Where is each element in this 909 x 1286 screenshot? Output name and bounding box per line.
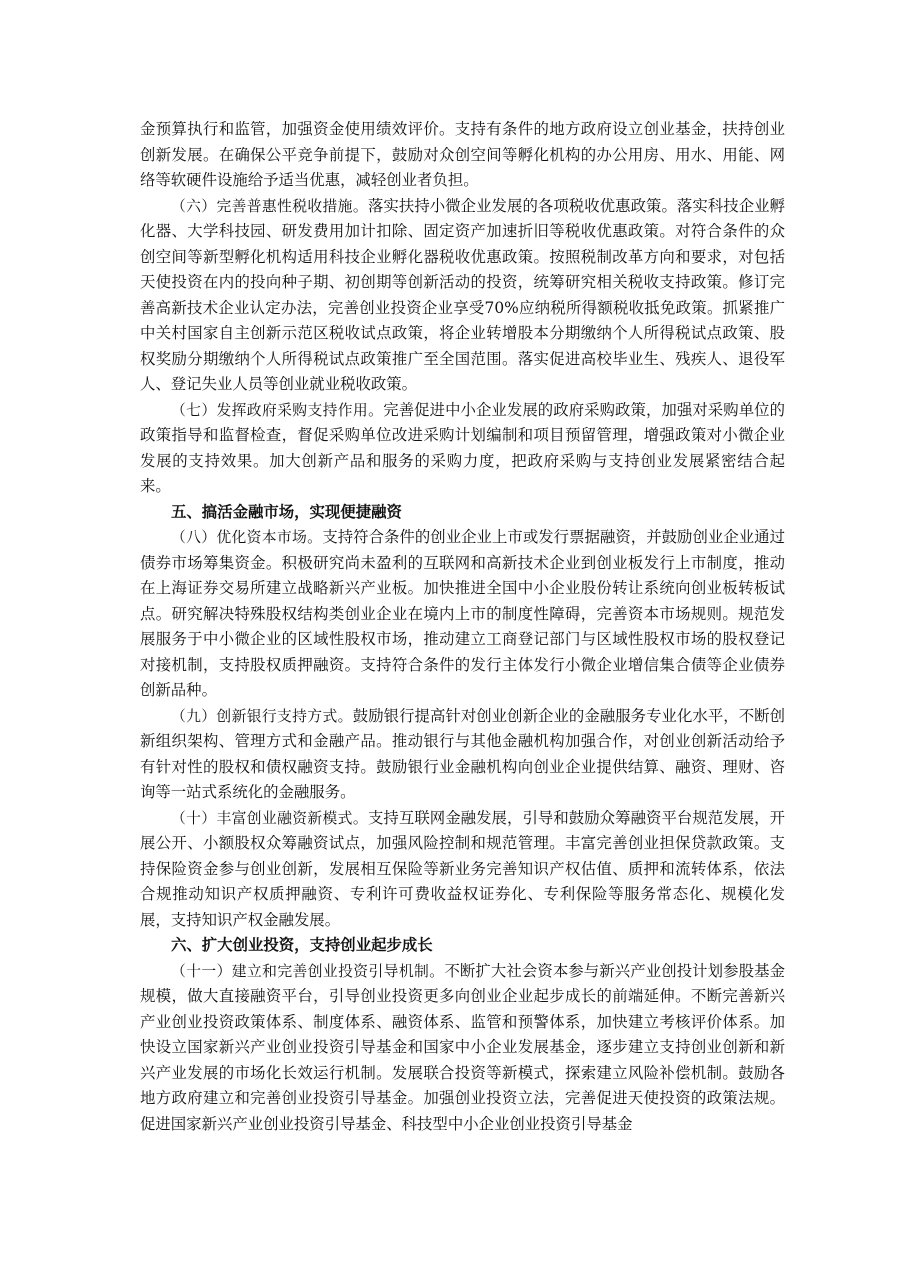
- section-heading-6: 六、扩大创业投资，支持创业起步成长: [171, 936, 433, 954]
- paragraph-item-11: [140, 959, 785, 1138]
- item-lead: （七）发挥政府采购支持作用。: [171, 401, 384, 419]
- item-lead: （六）完善普惠性税收措施。: [171, 197, 368, 215]
- paragraph-text: 金预算执行和监管，加强资金使用绩效评价。支持有条件的地方政府设立创业基金，扶持创业创新发展。在确保公平竞争前提下，鼓励对众创空间等孵化机构的办公用房、用水、用能、网络等软硬件设施给予适当优惠，减轻创业者负担。: [140, 120, 785, 189]
- paragraph-continuation: [140, 117, 785, 194]
- paragraph-text: 不断扩大社会资本参与新兴产业创投计划参股基金规模，做大直接融资平台，引导创业投资更多向创业企业起步成长的前端延伸。不断完善新兴产业创业投资政策体系、制度体系、融资体系、监管和预警体系，加快建立考核评价体系。加快设立国家新兴产业创业投资引导基金和国家中小企业发展基金，逐步建立支持创业创新和新兴产业发展的市场化长效运行机制。发展联合投资等新模式，探索建立风险补偿机制。鼓励各地方政府建立和完善创业投资引导基金。加强创业投资立法，完善促进天使投资的政策法规。促进国家新兴产业创业投资引导基金、科技型中小企业创业投资引导基金: [140, 961, 785, 1133]
- paragraph-item-8: [140, 525, 785, 704]
- paragraph-item-9: [140, 704, 785, 806]
- paragraph-item-6: [140, 194, 785, 398]
- paragraph-text: 支持互联网金融发展，引导和鼓励众筹融资平台规范发展，开展公开、小额股权众筹融资试点，加强风险控制和规范管理。丰富完善创业担保贷款政策。支持保险资金参与创业创新，发展相互保险等新业务完善知识产权估值、质押和流转体系，依法合规推动知识产权质押融资、专利许可费收益权证券化、专利保险等服务常态化、规模化发展，支持知识产权金融发展。: [140, 808, 785, 929]
- paragraph-item-7: [140, 398, 785, 500]
- section-heading-5: 五、搞活金融市场，实现便捷融资: [171, 502, 402, 521]
- item-lead: （八）优化资本市场。: [171, 529, 323, 546]
- paragraph-text: 完善促进中小企业发展的政府采购政策，加强对采购单位的政策指导和监督检查，督促采购单位改进采购计划编制和项目预留管理，增强政策对小微企业发展的支持效果。加大创新产品和服务的采购力度，把政府采购与支持创业发展紧密结合起来。: [140, 400, 785, 495]
- paragraph-text: 落实扶持小微企业发展的各项税收优惠政策。落实科技企业孵化器、大学科技园、研发费用加计扣除、固定资产加速折旧等税收优惠政策。对符合条件的众创空间等新型孵化机构适用科技企业孵化器税收优惠政策。按照税制改革方向和要求，对包括天使投资在内的投向种子期、初创期等创新活动的投资，统筹研究相关税收支持政策。修订完善高新技术企业认定办法，完善创业投资企业享受70%应纳税所得额税收抵免政策。抓紧推广中关村国家自主创新示范区税收试点政策，将企业转增股本分期缴纳个人所得税试点政策、股权奖励分期缴纳个人所得税试点政策推广至全国范围。落实促进高校毕业生、残疾人、退役军人、登记失业人员等创业就业税收政策。: [140, 196, 785, 393]
- paragraph-text: 鼓励银行提高针对创业创新企业的金融服务专业化水平，不断创新组织架构、管理方式和金融产品。推动银行与其他金融机构加强合作，对创业创新活动给予有针对性的股权和债权融资支持。鼓励银行业金融机构向创业企业提供结算、融资、理财、咨询等一站式系统化的金融服务。: [140, 706, 785, 801]
- item-lead: （十一）建立和完善创业投资引导机制。: [171, 962, 445, 980]
- paragraph-item-10: [140, 806, 785, 934]
- document-page: [140, 117, 785, 1137]
- item-lead: （九）创新银行支持方式。: [171, 707, 353, 725]
- paragraph-text: 支持符合条件的创业企业上市或发行票据融资，并鼓励创业企业通过债券市场筹集资金。积极研究尚未盈利的互联网和高新技术企业到创业板发行上市制度，推动在上海证券交易所建立战略新兴产业板。加快推进全国中小企业股份转让系统向创业板转板试点。研究解决特殊股权结构类创业企业在境内上市的制度性障碍，完善资本市场规则。规范发展服务于中小微企业的区域性股权市场，推动建立工商登记部门与区域性股权市场的股权登记对接机制，支持股权质押融资。支持符合条件的发行主体发行小微企业增信集合债等企业债券创新品种。: [140, 528, 785, 699]
- item-lead: （十）丰富创业融资新模式。: [171, 809, 368, 827]
